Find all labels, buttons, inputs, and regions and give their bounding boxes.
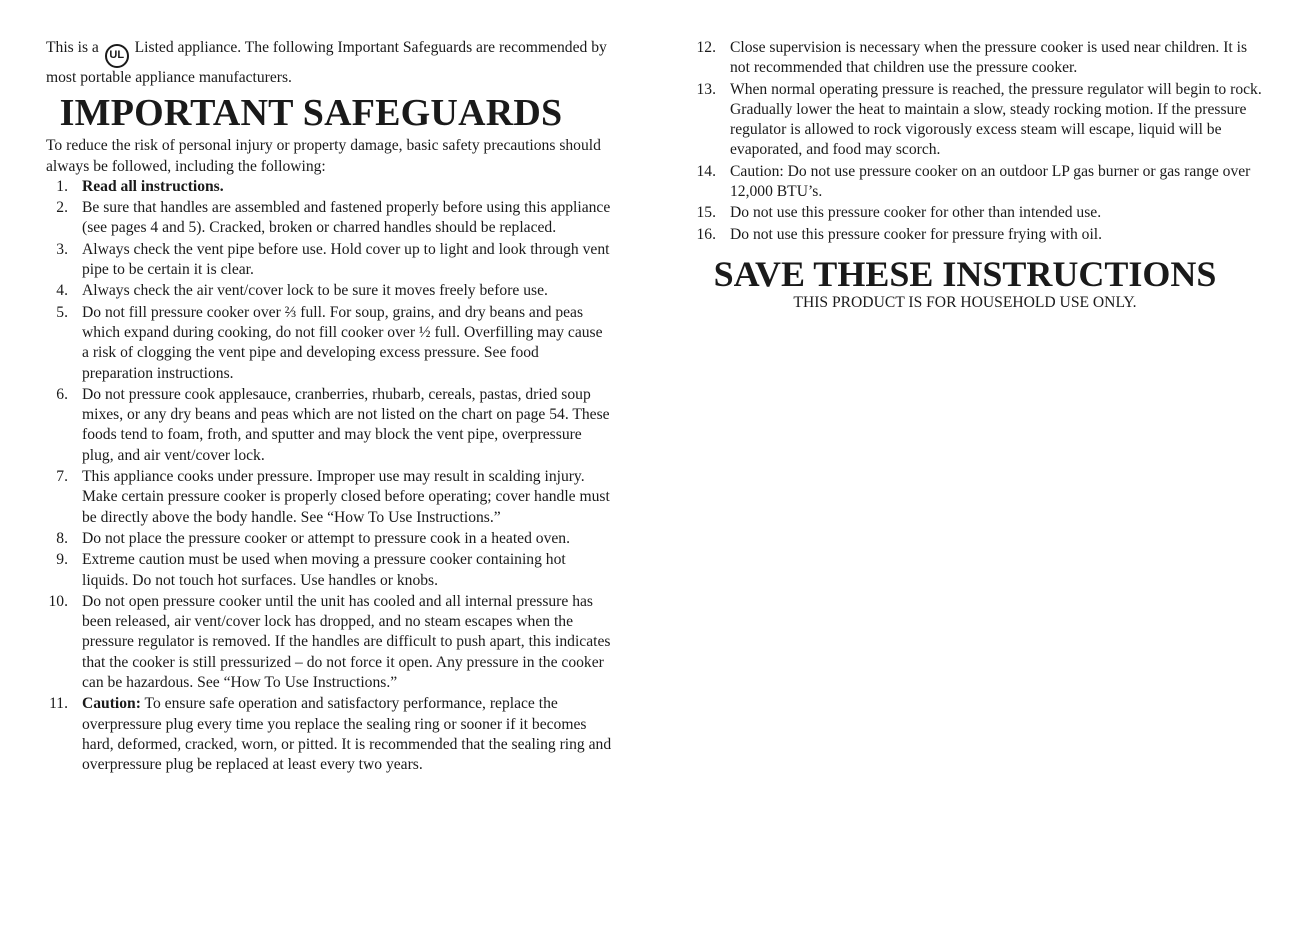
- list-item: [46, 467, 612, 528]
- item-text: Do not use this pressure cooker for other than intended use.: [730, 204, 1102, 222]
- item-text: Do not use this pressure cooker for pressure frying with oil.: [730, 225, 1103, 243]
- item-number: 9.: [56, 551, 68, 569]
- household-use-note: THIS PRODUCT IS FOR HOUSEHOLD USE ONLY.: [793, 293, 1137, 311]
- left-column: [46, 38, 612, 777]
- list-item: [46, 694, 612, 775]
- list-item: [694, 80, 1262, 161]
- item-number: 4.: [56, 282, 68, 300]
- list-item: [46, 529, 612, 549]
- item-number: 11.: [49, 695, 68, 713]
- intro-after: Listed appliance. The following Important Safeguards are recommended by most portable appliance manufacturers.: [46, 39, 607, 86]
- item-number: 8.: [56, 529, 68, 547]
- list-item: [46, 281, 612, 301]
- list-item: [694, 38, 1262, 79]
- item-text: To ensure safe operation and satisfactory performance, replace the overpressure plug every time you replace the sealing ring or sooner if it becomes hard, deformed, cracked, worn, or pitted. It is recommended that the sealing ring and overpressure plug be replaced at least every two years.: [82, 695, 612, 774]
- item-number: 5.: [56, 303, 68, 321]
- list-item: [46, 240, 612, 281]
- safeguards-list-left: [46, 177, 612, 776]
- list-item: [46, 592, 612, 693]
- save-instructions-heading: SAVE THESE INSTRUCTIONS: [713, 253, 1217, 294]
- lead-paragraph: To reduce the risk of personal injury or property damage, basic safety precautions should always be followed, including the following:: [46, 137, 601, 175]
- item-text: Do not pressure cook applesauce, cranberries, rhubarb, cereals, pastas, dried soup mixes, or any dry beans and peas which are not listed on the chart on page 54. These foods tend to foam, froth, and sputter and may block the vent pipe, overpressure plug, and air vent/cover lock.: [82, 385, 610, 464]
- list-item: [46, 303, 612, 384]
- item-text: When normal operating pressure is reached, the pressure regulator will begin to rock. Gradually lower the heat to maintain a slow, steady rocking motion. If the pressure regulator is allowed to rock vigorously excess steam will escape, liquid will be evaporated, and food may scorch.: [730, 80, 1262, 159]
- item-text: Extreme caution must be used when moving a pressure cooker containing hot liquids. Do not touch hot surfaces. Use handles or knobs.: [82, 551, 566, 589]
- item-text: Always check the air vent/cover lock to be sure it moves freely before use.: [82, 282, 548, 300]
- ul-listed-logo-icon: UL: [105, 44, 129, 68]
- intro-text: [46, 38, 612, 88]
- item-number: 14.: [696, 162, 716, 180]
- list-item: [694, 162, 1262, 203]
- item-number: 1.: [56, 177, 68, 195]
- item-text: Be sure that handles are assembled and fastened properly before using this appliance (see pages 4 and 5). Cracked, broken or charred handles should be replaced.: [82, 199, 611, 237]
- list-item: [694, 203, 1262, 223]
- list-item: [46, 550, 612, 591]
- item-text: This appliance cooks under pressure. Improper use may result in scalding injury. Make certain pressure cooker is properly closed before operating; cover handle must be directly above the body handle. See “How To Use Instructions.”: [82, 468, 610, 526]
- item-number: 10.: [48, 592, 68, 610]
- item-text: Do not fill pressure cooker over ⅔ full. For soup, grains, and dry beans and peas which expand during cooking, do not fill cooker over ½ full. Overfilling may cause a risk of clogging the vent pipe and developing excess pressure. See food preparation instructions.: [82, 303, 603, 382]
- item-number: 2.: [56, 199, 68, 217]
- item-number: 15.: [696, 204, 716, 222]
- right-column: [694, 38, 1262, 313]
- list-item: [694, 225, 1262, 245]
- caution-label: Caution:: [82, 695, 141, 713]
- item-number: 7.: [56, 468, 68, 486]
- item-text: Caution: Do not use pressure cooker on an outdoor LP gas burner or gas range over 12,000 BTU’s.: [730, 162, 1251, 201]
- intro-before: This is a: [46, 39, 99, 56]
- item-number: 3.: [56, 240, 68, 258]
- item-text: Do not place the pressure cooker or attempt to pressure cook in a heated oven.: [82, 529, 570, 547]
- item-number: 16.: [696, 225, 716, 243]
- item-text: Read all instructions.: [82, 177, 224, 195]
- list-item: [46, 385, 612, 466]
- item-text: Always check the vent pipe before use. Hold cover up to light and look through vent pipe to be certain it is clear.: [82, 240, 610, 279]
- page-title: IMPORTANT SAFEGUARDS: [59, 92, 563, 135]
- item-number: 13.: [696, 80, 716, 98]
- item-number: 6.: [56, 385, 68, 403]
- list-item: [46, 198, 612, 239]
- item-text: Do not open pressure cooker until the unit has cooled and all internal pressure has been released, air vent/cover lock has dropped, and no steam escapes when the pressure regulator is removed. If the handles are difficult to push apart, this indicates that the cooker is still pressurized – do not force it open. Any pressure in the cooker can be hazardous. See “How To Use Instructions.”: [82, 592, 611, 692]
- item-number: 12.: [696, 39, 716, 56]
- list-item: [46, 177, 612, 197]
- item-text: Close supervision is necessary when the pressure cooker is used near children. It is not recommended that children use the pressure cooker.: [730, 39, 1248, 77]
- safeguards-list-right: [694, 38, 1262, 245]
